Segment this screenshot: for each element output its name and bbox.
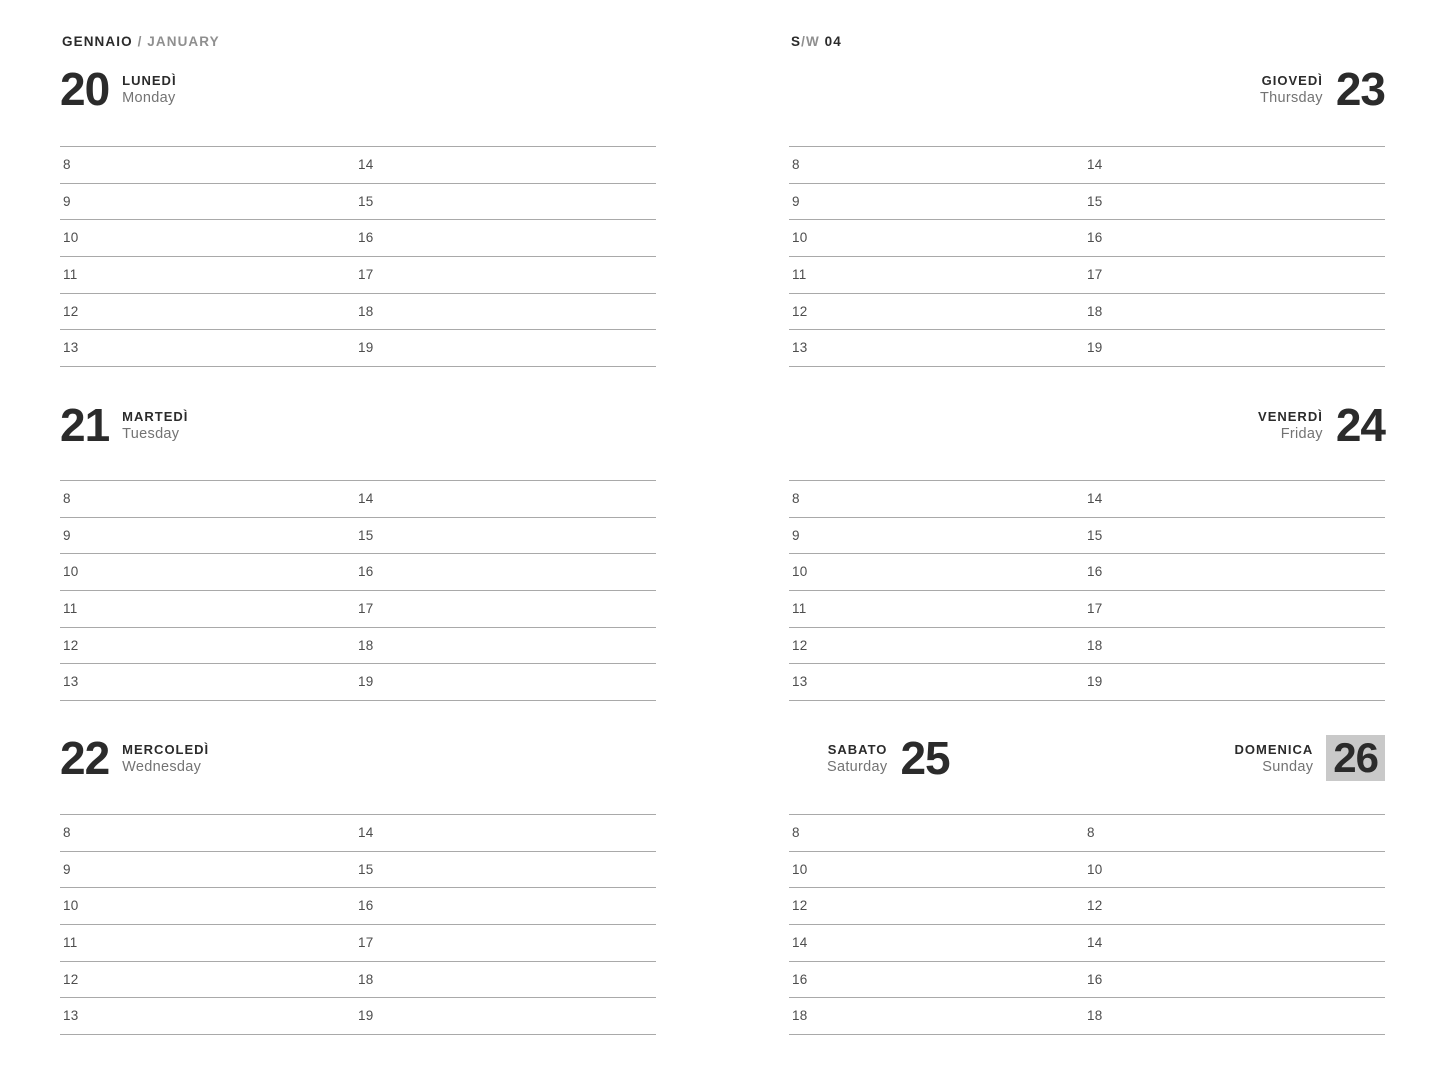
time-grid-monday (60, 146, 656, 367)
hour-label: 16 (1087, 230, 1103, 246)
hour-label: 17 (358, 600, 374, 616)
time-grid-tuesday (60, 480, 656, 701)
hour-label: 11 (792, 266, 807, 282)
day-names (1235, 742, 1314, 775)
day-name-italian: MARTEDÌ (122, 408, 189, 424)
day-header-wednesday (60, 732, 210, 784)
hour-label: 9 (792, 527, 800, 543)
time-row (789, 924, 1385, 961)
hour-label: 16 (358, 230, 374, 246)
hour-label: 8 (792, 825, 800, 841)
time-row (789, 146, 1385, 183)
day-header-thursday (1259, 63, 1385, 115)
hour-label: 8 (792, 157, 800, 173)
day-header-saturday (827, 732, 950, 784)
day-names (1260, 73, 1323, 106)
hour-label: 13 (63, 340, 79, 356)
time-row (60, 553, 656, 590)
hour-label: 15 (358, 527, 374, 543)
day-name-italian: MERCOLEDÌ (122, 741, 210, 757)
hour-label: 12 (63, 303, 79, 319)
day-name-english: Sunday (1262, 758, 1314, 775)
time-row (60, 997, 656, 1034)
time-row (60, 663, 656, 700)
hour-label: 14 (792, 934, 808, 950)
day-number-highlighted: 26 (1326, 735, 1385, 781)
hour-label: 12 (63, 637, 79, 653)
hour-label: 15 (358, 861, 374, 877)
hour-label: 19 (1087, 340, 1103, 356)
day-name-english: Friday (1280, 425, 1323, 442)
hour-label: 9 (63, 527, 71, 543)
day-names (122, 409, 188, 442)
hour-label: 9 (63, 193, 71, 209)
time-grid-wednesday (60, 814, 656, 1035)
hour-label: 16 (358, 898, 374, 914)
day-name-english: Tuesday (122, 425, 180, 442)
hour-label: 15 (1087, 527, 1103, 543)
day-name-english: Thursday (1259, 89, 1323, 106)
time-row (60, 627, 656, 664)
hour-label: 8 (63, 157, 71, 173)
time-row (60, 814, 656, 851)
left-page (60, 0, 656, 1083)
time-row (789, 183, 1385, 220)
day-names (827, 742, 887, 775)
hour-label: 12 (792, 898, 808, 914)
month-name-italian: GENNAIO (62, 34, 133, 49)
time-grid-friday (789, 480, 1385, 701)
hour-label: 12 (792, 637, 808, 653)
day-name-english: Wednesday (122, 758, 202, 775)
time-row (789, 961, 1385, 998)
hour-label: 14 (1087, 934, 1103, 950)
hour-label: 18 (792, 1008, 808, 1024)
time-grid-thursday (789, 146, 1385, 367)
day-number: 24 (1335, 399, 1385, 451)
hour-label: 13 (792, 340, 808, 356)
time-row (789, 480, 1385, 517)
hour-label: 10 (1087, 861, 1103, 877)
hour-label: 8 (63, 491, 71, 507)
day-number: 23 (1335, 63, 1385, 115)
time-row (789, 814, 1385, 851)
time-row (789, 329, 1385, 366)
week-number: 04 (824, 34, 842, 49)
time-row (789, 997, 1385, 1034)
time-row (60, 293, 656, 330)
week-label-w: /W (801, 34, 820, 49)
time-row (60, 480, 656, 517)
hour-label: 13 (792, 674, 808, 690)
time-row (60, 256, 656, 293)
hour-label: 16 (1087, 971, 1103, 987)
hour-label: 18 (1087, 303, 1103, 319)
month-header (62, 34, 220, 49)
time-row (789, 256, 1385, 293)
hour-label: 10 (63, 898, 79, 914)
time-row (789, 627, 1385, 664)
hour-label: 15 (1087, 193, 1103, 209)
time-row (789, 887, 1385, 924)
day-number: 20 (60, 63, 110, 115)
hour-label: 14 (1087, 157, 1103, 173)
hour-label: 12 (792, 303, 808, 319)
day-names (122, 742, 209, 775)
hour-label: 9 (792, 193, 800, 209)
hour-label: 10 (792, 564, 808, 580)
hour-label: 13 (63, 1008, 79, 1024)
hour-label: 11 (63, 934, 78, 950)
hour-label: 13 (63, 674, 79, 690)
hour-label: 11 (792, 600, 807, 616)
day-number: 22 (60, 732, 110, 784)
hour-label: 18 (358, 303, 374, 319)
time-row (60, 329, 656, 366)
day-name-italian: DOMENICA (1234, 741, 1314, 757)
hour-label: 18 (1087, 1008, 1103, 1024)
hour-label: 18 (358, 971, 374, 987)
hour-label: 11 (63, 600, 78, 616)
time-row (60, 924, 656, 961)
day-header-sunday (1235, 735, 1386, 781)
day-header-friday (1258, 399, 1385, 451)
week-label-s: S (791, 34, 802, 49)
hour-label: 19 (1087, 674, 1103, 690)
time-row (60, 517, 656, 554)
day-header-tuesday (60, 399, 189, 451)
hour-label: 16 (1087, 564, 1103, 580)
time-row (789, 517, 1385, 554)
hour-label: 8 (792, 491, 800, 507)
month-name-english: JANUARY (147, 34, 220, 49)
time-row (60, 887, 656, 924)
time-row (60, 590, 656, 627)
hour-label: 18 (1087, 637, 1103, 653)
hour-label: 17 (1087, 600, 1103, 616)
hour-label: 10 (792, 230, 808, 246)
hour-label: 18 (358, 637, 374, 653)
hour-label: 17 (1087, 266, 1103, 282)
time-row (60, 219, 656, 256)
day-number: 21 (60, 399, 110, 451)
time-row (60, 146, 656, 183)
hour-label: 10 (63, 230, 79, 246)
hour-label: 19 (358, 674, 374, 690)
hour-label: 19 (358, 1008, 374, 1024)
time-row (60, 851, 656, 888)
time-row (789, 293, 1385, 330)
hour-label: 16 (358, 564, 374, 580)
hour-label: 19 (358, 340, 374, 356)
hour-label: 9 (63, 861, 71, 877)
day-name-italian: VENERDÌ (1258, 408, 1323, 424)
time-row (60, 961, 656, 998)
hour-label: 16 (792, 971, 808, 987)
day-name-english: Saturday (827, 758, 888, 775)
hour-label: 10 (63, 564, 79, 580)
hour-label: 12 (63, 971, 79, 987)
hour-label: 14 (358, 825, 374, 841)
hour-label: 8 (1087, 825, 1095, 841)
time-row (789, 851, 1385, 888)
day-name-italian: SABATO (827, 741, 888, 757)
hour-label: 17 (358, 934, 374, 950)
month-header-separator: / (132, 34, 148, 49)
time-row (789, 553, 1385, 590)
time-row (789, 590, 1385, 627)
week-header (791, 34, 842, 49)
time-row (60, 183, 656, 220)
day-name-english: Monday (122, 89, 176, 106)
time-row (789, 663, 1385, 700)
hour-label: 12 (1087, 898, 1103, 914)
hour-label: 14 (1087, 491, 1103, 507)
hour-label: 10 (792, 861, 808, 877)
day-name-italian: LUNEDÌ (122, 72, 177, 88)
hour-label: 11 (63, 266, 78, 282)
day-number: 25 (900, 732, 950, 784)
hour-label: 15 (358, 193, 374, 209)
day-names (1258, 409, 1323, 442)
hour-label: 14 (358, 157, 374, 173)
day-names (122, 73, 176, 106)
time-grid-weekend (789, 814, 1385, 1035)
time-row (789, 219, 1385, 256)
day-name-italian: GIOVEDÌ (1261, 72, 1323, 88)
day-header-monday (60, 63, 177, 115)
right-page (789, 0, 1385, 1083)
hour-label: 8 (63, 825, 71, 841)
hour-label: 14 (358, 491, 374, 507)
hour-label: 17 (358, 266, 374, 282)
